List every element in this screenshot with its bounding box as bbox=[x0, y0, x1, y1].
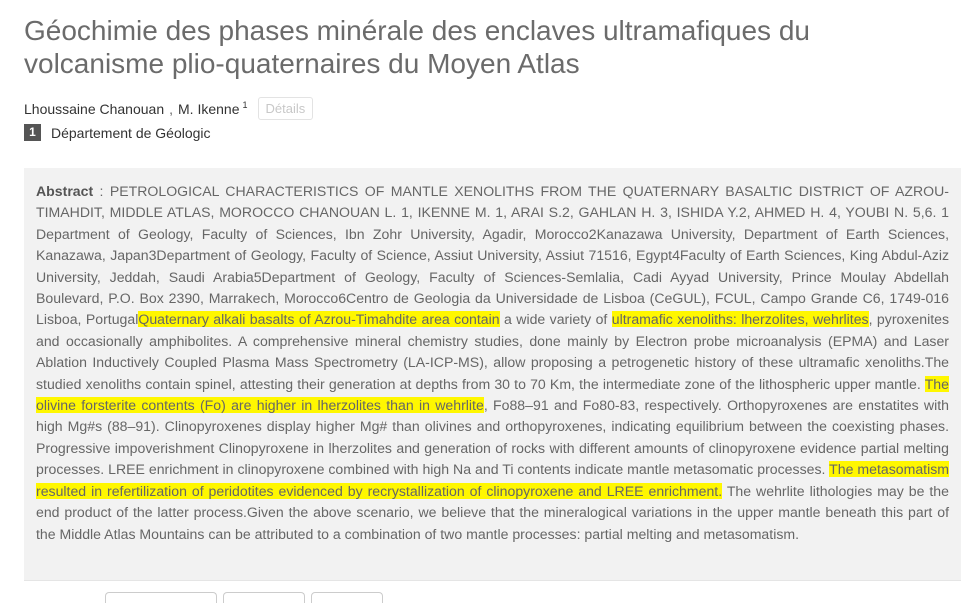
author-separator: , bbox=[169, 100, 174, 117]
abstract-segment: PETROLOGICAL CHARACTERISTICS OF MANTLE XENOLITHS FROM THE QUATERNARY BASALTIC DISTRICT OF AZROU- TIMAHDIT, MIDDLE ATLAS, MOROCCO CHANOUAN L. 1, IKENNE M. 1, ARAI S.2, GAHLAN H. 3, ISHIDA Y.2, AHMED H. 4, YOUBI N. 5,6. 1 Department of Geology, Faculty of Sciences, Ibn Zohr University, Agadir, Morocco2Kanazawa University, Department of Earth Sciences, Kanazawa, Japan3Department of Geology, Faculty of Science, Assiut University, Assiut 71516, Egypt4Faculty of Earth Sciences, King Abdul-Aziz University, Jeddah, Saudi Arabia5Department of Geology, Faculty of Sciences-Semlalia, Cadi Ayyad University, Prince Moulay Abdellah Boulevard, P.O. Box 2390, Marrakech, Morocco6Centro de Geologia da Universidade de Lisboa (CeGUL), FCUL, Campo Grande C6, 1749-016 Lisboa, Portugal bbox=[36, 183, 949, 328]
details-button[interactable]: Détails bbox=[258, 97, 314, 120]
author-list bbox=[24, 97, 313, 120]
highlighted-segment: The metasomatism resulted in refertilization of peridotites evidenced by recrystallization of clinopyroxene and LREE enrichment. bbox=[36, 461, 949, 499]
abstract-segment: The wehrlite lithologies may be the end product of the latter process.Given the above scenario, we believe that the mineralogical variations in the upper mantle beneath this part of the Middle Atlas Mountains can be attributed to a combination of two mantle processes: partial melting and metasomatism. bbox=[36, 482, 949, 542]
bottom-tab[interactable] bbox=[223, 592, 305, 603]
abstract-panel bbox=[24, 168, 961, 580]
divider bbox=[24, 580, 961, 581]
author-link[interactable]: M. Ikenne bbox=[178, 100, 240, 117]
affiliation bbox=[24, 124, 211, 141]
bottom-tab[interactable] bbox=[105, 592, 217, 603]
bottom-tab[interactable] bbox=[311, 592, 383, 603]
bottom-tab-bar bbox=[105, 592, 383, 603]
abstract-segment: , pyroxenites and occasionally amphibolites. A comprehensive mineral chemistry studies, done mainly by Electron probe microanalysis (EPMA) and Laser Ablation Inductively Coupled Plasma Mass Spectrometry (LA-ICP-MS), allow proposing a petrogenetic history of these ultramafic xenoliths.The studied xenoliths contain spinel, attesting their generation at depths from 30 to 70 Km, the intermediate zone of the lithospheric upper mantle. bbox=[36, 311, 950, 392]
affiliation-number-badge: 1 bbox=[24, 124, 41, 141]
highlighted-segment: ultramafic xenoliths: lherzolites, wehrlites bbox=[611, 311, 869, 328]
abstract-segment: a wide variety of bbox=[499, 311, 612, 328]
affiliation-name: Département de Géologic bbox=[51, 124, 211, 141]
highlighted-segment: The olivine forsterite contents (Fo) are higher in lherzolites than in wehrlite bbox=[36, 375, 949, 414]
abstract-label: Abstract bbox=[36, 183, 94, 199]
affiliation-superscript: 1 bbox=[242, 99, 248, 110]
abstract-segment: , Fo88–91 and Fo80-83, respectively. Orthopyroxenes are enstatites with high Mg#s (88–91). Clinopyroxenes display higher Mg# than olivines and orthopyroxenes, indicating equilibrium between the coexisting phases. Progressive impoverishment Clinopyroxene in lherzolites and generation of rocks with different amounts of clinopyroxene evidence partial melting processes. LREE enrichment in clinopyroxene combined with high Na and Ti contents indicate mantle metasomatic processes. bbox=[36, 397, 949, 478]
author-link[interactable]: Lhoussaine Chanouan bbox=[24, 100, 165, 117]
highlighted-segment: Quaternary alkali basalts of Azrou-Timahdite area contain bbox=[138, 311, 500, 328]
abstract-text bbox=[36, 181, 949, 545]
article-title: Géochimie des phases minérale des enclaves ultramafiques du volcanisme plio-quaternaires du Moyen Atlas bbox=[24, 15, 810, 79]
abstract-separator: : bbox=[93, 183, 110, 199]
